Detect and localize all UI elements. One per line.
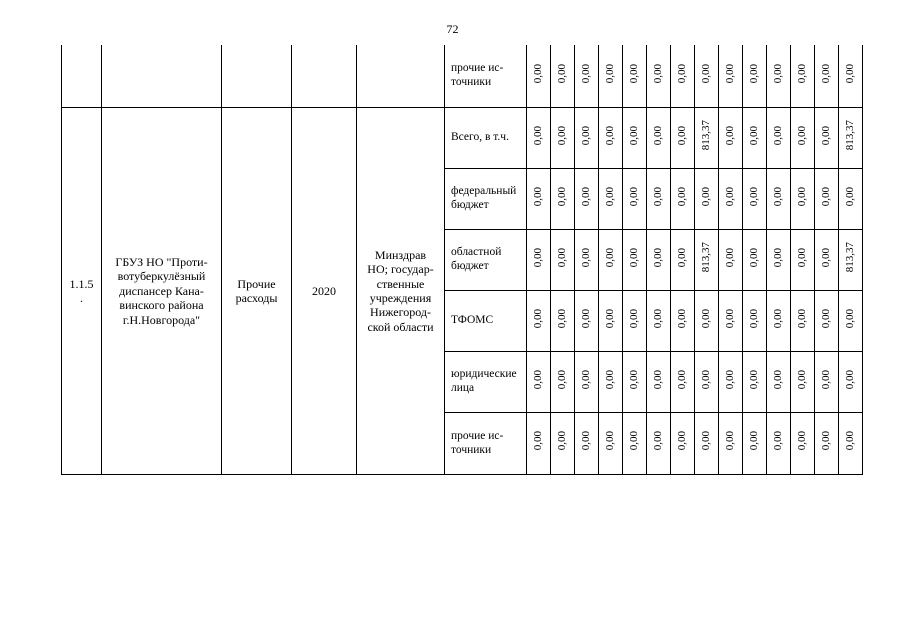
value-cell xyxy=(527,169,551,230)
value-text: 0,00 xyxy=(819,247,832,268)
value-text: 0,00 xyxy=(723,125,736,146)
value-text: 0,00 xyxy=(651,431,664,451)
value-text: 0,00 xyxy=(699,431,712,451)
value-cell xyxy=(623,230,647,291)
value-cell xyxy=(719,169,743,230)
value-cell xyxy=(575,413,599,475)
value-text: 0,00 xyxy=(795,125,808,146)
value-text: 0,00 xyxy=(603,308,616,329)
value-text: 0,00 xyxy=(555,308,568,329)
value-text: 0,00 xyxy=(531,125,544,146)
value-text: 0,00 xyxy=(699,63,712,84)
value-cell xyxy=(527,413,551,475)
value-cell xyxy=(671,291,695,352)
value-cell xyxy=(671,352,695,413)
value-cell xyxy=(815,413,839,475)
value-cell xyxy=(839,45,863,108)
value-text: 0,00 xyxy=(771,125,784,146)
value-text: 0,00 xyxy=(723,369,736,390)
value-cell xyxy=(599,169,623,230)
page-number: 72 xyxy=(446,22,459,36)
value-text: 0,00 xyxy=(795,63,808,84)
value-cell xyxy=(695,352,719,413)
value-cell xyxy=(839,108,863,169)
value-cell xyxy=(767,45,791,108)
value-cell xyxy=(791,169,815,230)
value-text: 0,00 xyxy=(675,247,688,268)
value-cell xyxy=(719,108,743,169)
value-text: 0,00 xyxy=(651,247,664,268)
value-cell xyxy=(551,230,575,291)
name-cell-empty xyxy=(102,45,222,108)
value-text: 0,00 xyxy=(627,186,640,207)
value-text: 0,00 xyxy=(579,125,592,146)
value-cell xyxy=(647,45,671,108)
value-text: 0,00 xyxy=(651,125,664,146)
value-cell xyxy=(815,291,839,352)
value-text: 0,00 xyxy=(795,369,808,390)
value-cell xyxy=(791,108,815,169)
value-text: 0,00 xyxy=(651,63,664,84)
value-text: 0,00 xyxy=(555,431,568,451)
value-text: 813,37 xyxy=(843,120,856,151)
value-cell xyxy=(839,169,863,230)
value-text: 813,37 xyxy=(843,242,856,273)
value-cell xyxy=(575,352,599,413)
value-cell xyxy=(551,352,575,413)
year-cell: 2020 xyxy=(292,108,357,475)
value-cell xyxy=(767,352,791,413)
value-cell xyxy=(743,108,767,169)
value-cell xyxy=(743,230,767,291)
value-cell xyxy=(839,291,863,352)
value-cell xyxy=(623,413,647,475)
value-cell xyxy=(527,352,551,413)
value-cell xyxy=(599,108,623,169)
funding-source-cell: федеральный бюджет xyxy=(445,169,527,230)
value-text: 0,00 xyxy=(771,186,784,207)
entry-number-cell: 1.1.5 . xyxy=(62,108,102,475)
value-text: 0,00 xyxy=(675,308,688,329)
value-text: 0,00 xyxy=(723,431,736,451)
value-text: 0,00 xyxy=(843,186,856,207)
value-text: 0,00 xyxy=(579,247,592,268)
value-text: 0,00 xyxy=(747,431,760,451)
value-text: 0,00 xyxy=(531,247,544,268)
value-cell xyxy=(719,352,743,413)
value-cell xyxy=(575,291,599,352)
value-cell xyxy=(743,413,767,475)
value-cell xyxy=(551,45,575,108)
value-cell xyxy=(815,169,839,230)
value-cell xyxy=(695,169,719,230)
value-text: 0,00 xyxy=(531,369,544,390)
value-cell xyxy=(743,291,767,352)
value-text: 0,00 xyxy=(723,247,736,268)
value-cell xyxy=(791,45,815,108)
value-text: 0,00 xyxy=(843,63,856,84)
value-text: 0,00 xyxy=(843,369,856,390)
value-cell xyxy=(647,291,671,352)
value-cell xyxy=(551,413,575,475)
value-text: 0,00 xyxy=(555,125,568,146)
value-text: 0,00 xyxy=(651,186,664,207)
value-text: 0,00 xyxy=(675,125,688,146)
value-text: 0,00 xyxy=(843,308,856,329)
value-cell xyxy=(647,413,671,475)
value-cell xyxy=(623,291,647,352)
value-text: 0,00 xyxy=(819,63,832,84)
value-cell xyxy=(719,413,743,475)
value-cell xyxy=(743,45,767,108)
value-cell xyxy=(791,291,815,352)
value-cell xyxy=(647,352,671,413)
value-text: 0,00 xyxy=(627,125,640,146)
value-text: 0,00 xyxy=(555,186,568,207)
value-text: 0,00 xyxy=(747,308,760,329)
value-cell xyxy=(671,108,695,169)
value-text: 0,00 xyxy=(819,308,832,329)
value-text: 0,00 xyxy=(627,369,640,390)
value-text: 0,00 xyxy=(555,369,568,390)
value-text: 813,37 xyxy=(699,120,712,151)
value-cell xyxy=(695,45,719,108)
value-cell xyxy=(671,45,695,108)
value-cell xyxy=(647,169,671,230)
value-text: 0,00 xyxy=(531,63,544,84)
funding-source-cell: прочие ис- точники xyxy=(445,45,527,108)
value-cell xyxy=(623,108,647,169)
executor-cell: Минздрав НО; государ- ственные учреждения Нижегород- ской области xyxy=(357,108,445,475)
value-cell xyxy=(551,169,575,230)
value-cell xyxy=(695,413,719,475)
value-text: 0,00 xyxy=(747,369,760,390)
value-text: 0,00 xyxy=(603,63,616,84)
value-text: 0,00 xyxy=(819,369,832,390)
value-cell xyxy=(551,108,575,169)
value-cell xyxy=(623,352,647,413)
value-text: 0,00 xyxy=(795,186,808,207)
value-cell xyxy=(791,230,815,291)
value-text: 0,00 xyxy=(771,369,784,390)
value-text: 0,00 xyxy=(579,308,592,329)
funding-source-cell: областной бюджет xyxy=(445,230,527,291)
value-text: 0,00 xyxy=(747,186,760,207)
value-text: 0,00 xyxy=(579,369,592,390)
value-cell xyxy=(743,352,767,413)
value-text: 0,00 xyxy=(651,369,664,390)
expense-type-cell-empty xyxy=(222,45,292,108)
value-text: 0,00 xyxy=(819,431,832,451)
value-cell xyxy=(551,291,575,352)
funding-source-cell: ТФОМС xyxy=(445,291,527,352)
value-text: 0,00 xyxy=(675,369,688,390)
value-cell xyxy=(671,169,695,230)
expense-type-cell: Прочие расходы xyxy=(222,108,292,475)
funding-source-cell: Всего, в т.ч. xyxy=(445,108,527,169)
value-text: 0,00 xyxy=(771,63,784,84)
value-text: 0,00 xyxy=(747,63,760,84)
value-text: 0,00 xyxy=(603,431,616,451)
value-cell xyxy=(671,230,695,291)
value-cell xyxy=(839,230,863,291)
value-cell xyxy=(815,230,839,291)
value-text: 0,00 xyxy=(795,247,808,268)
value-cell xyxy=(767,413,791,475)
value-cell xyxy=(719,291,743,352)
value-text: 0,00 xyxy=(627,247,640,268)
value-cell xyxy=(575,108,599,169)
value-cell xyxy=(599,45,623,108)
value-text: 0,00 xyxy=(771,247,784,268)
value-cell xyxy=(695,108,719,169)
table-row xyxy=(62,108,863,169)
value-text: 0,00 xyxy=(771,308,784,329)
value-cell xyxy=(767,230,791,291)
value-cell xyxy=(647,230,671,291)
value-text: 0,00 xyxy=(723,63,736,84)
value-cell xyxy=(527,45,551,108)
funding-table xyxy=(61,45,863,475)
value-text: 0,00 xyxy=(795,308,808,329)
funding-source-cell: юридические лица xyxy=(445,352,527,413)
value-text: 0,00 xyxy=(531,308,544,329)
value-text: 0,00 xyxy=(651,308,664,329)
value-text: 0,00 xyxy=(723,308,736,329)
value-cell xyxy=(695,230,719,291)
value-text: 0,00 xyxy=(627,431,640,451)
value-cell xyxy=(791,352,815,413)
value-cell xyxy=(815,108,839,169)
value-text: 0,00 xyxy=(795,431,808,451)
value-text: 0,00 xyxy=(843,431,856,451)
value-text: 0,00 xyxy=(819,125,832,146)
value-cell xyxy=(695,291,719,352)
value-cell xyxy=(599,413,623,475)
year-cell-empty xyxy=(292,45,357,108)
value-text: 0,00 xyxy=(723,186,736,207)
value-cell xyxy=(527,108,551,169)
value-text: 0,00 xyxy=(675,431,688,451)
value-text: 0,00 xyxy=(603,247,616,268)
value-text: 0,00 xyxy=(555,63,568,84)
value-cell xyxy=(575,230,599,291)
value-text: 0,00 xyxy=(603,186,616,207)
table-row xyxy=(62,45,863,108)
value-text: 0,00 xyxy=(555,247,568,268)
funding-source-cell: прочие ис- точники xyxy=(445,413,527,475)
value-text: 0,00 xyxy=(627,308,640,329)
value-cell xyxy=(791,413,815,475)
value-cell xyxy=(767,291,791,352)
value-cell xyxy=(767,169,791,230)
institution-name-cell: ГБУЗ НО "Проти- вотуберкулёзный диспансер Кана- винского района г.Н.Новгорода" xyxy=(102,108,222,475)
value-cell xyxy=(719,45,743,108)
value-cell xyxy=(575,169,599,230)
value-text: 0,00 xyxy=(699,186,712,207)
value-cell xyxy=(743,169,767,230)
value-text: 0,00 xyxy=(771,431,784,451)
value-cell xyxy=(719,230,743,291)
value-text: 0,00 xyxy=(579,63,592,84)
value-cell xyxy=(815,352,839,413)
value-cell xyxy=(815,45,839,108)
value-text: 0,00 xyxy=(699,308,712,329)
value-cell xyxy=(623,169,647,230)
value-cell xyxy=(839,413,863,475)
value-cell xyxy=(647,108,671,169)
value-cell xyxy=(599,352,623,413)
value-text: 0,00 xyxy=(531,431,544,451)
executor-cell-empty xyxy=(357,45,445,108)
value-text: 0,00 xyxy=(603,125,616,146)
value-text: 0,00 xyxy=(699,369,712,390)
value-text: 0,00 xyxy=(627,63,640,84)
value-cell xyxy=(599,230,623,291)
value-text: 0,00 xyxy=(747,125,760,146)
value-cell xyxy=(527,291,551,352)
value-text: 0,00 xyxy=(675,186,688,207)
value-text: 0,00 xyxy=(531,186,544,207)
number-cell-empty xyxy=(62,45,102,108)
value-cell xyxy=(623,45,647,108)
value-cell xyxy=(599,291,623,352)
value-text: 813,37 xyxy=(699,242,712,273)
value-cell xyxy=(839,352,863,413)
value-cell xyxy=(671,413,695,475)
value-text: 0,00 xyxy=(579,186,592,207)
value-text: 0,00 xyxy=(747,247,760,268)
value-cell xyxy=(527,230,551,291)
value-text: 0,00 xyxy=(603,369,616,390)
value-text: 0,00 xyxy=(579,431,592,451)
value-cell xyxy=(575,45,599,108)
value-text: 0,00 xyxy=(819,186,832,207)
value-cell xyxy=(767,108,791,169)
value-text: 0,00 xyxy=(675,63,688,84)
